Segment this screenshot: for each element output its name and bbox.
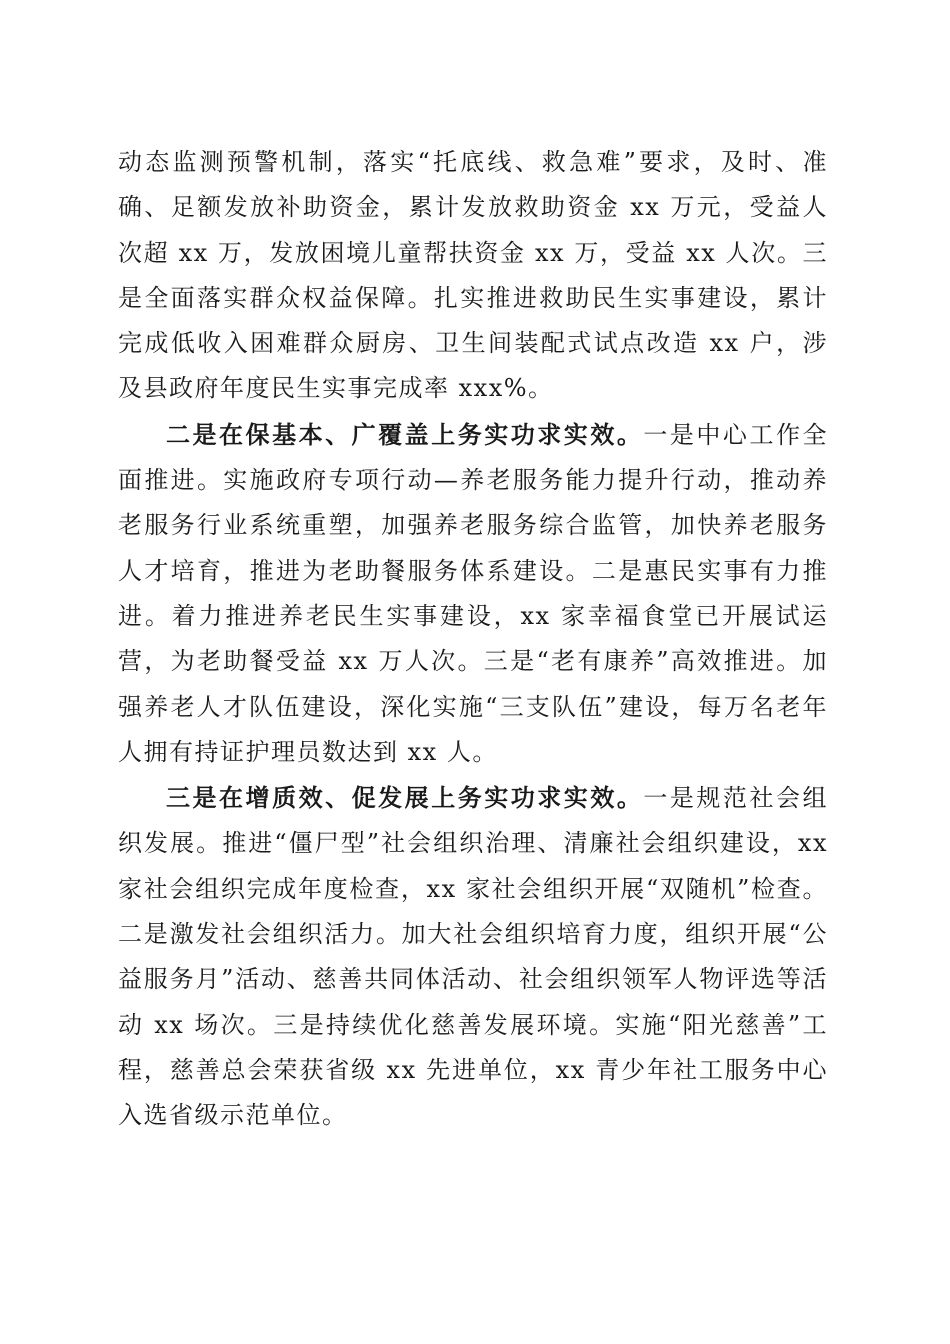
paragraph-section-3 [118, 775, 828, 1138]
paragraph-body: 一是中心工作全面推进。实施政府专项行动—养老服务能力提升行动，推动养老服务行业系统重塑，加强养老服务综合监管，加快养老服务人才培育，推进为老助餐服务体系建设。二是惠民实事有力推进。着力推进养老民生实事建设，xx 家幸福食堂已开展试运营，为老助餐受益 xx 万人次。三是“老有康养”高效推进。加强养老人才队伍建设，深化实施“三支队伍”建设，每万名老年人拥有持证护理员数达到 xx 人。 [118, 420, 828, 766]
document-body [118, 140, 828, 1139]
paragraph-lead-heading: 三是在增质效、促发展上务实功求实效。 [166, 783, 644, 813]
paragraph-lead-heading: 二是在保基本、广覆盖上务实功求实效。 [166, 419, 644, 449]
paragraph-body: 动态监测预警机制，落实“托底线、救急难”要求，及时、准确、足额发放补助资金，累计发放救助资金 xx 万元，受益人次超 xx 万，发放困境儿童帮扶资金 xx 万，受益 xx 人次。三是全面落实群众权益保障。扎实推进救助民生实事建设，累计完成低收入困难群众厨房、卫生间装配式试点改造 xx 户，涉及县政府年度民生实事完成率 xxx%。 [118, 148, 828, 403]
paragraph-continuation [118, 140, 828, 412]
paragraph-section-2 [118, 412, 828, 775]
paragraph-body: 一是规范社会组织发展。推进“僵尸型”社会组织治理、清廉社会组织建设，xx 家社会组织完成年度检查，xx 家社会组织开展“双随机”检查。二是激发社会组织活力。加大社会组织培育力度，组织开展“公益服务月”活动、慈善共同体活动、社会组织领军人物评选等活动 xx 场次。三是持续优化慈善发展环境。实施“阳光慈善”工程，慈善总会荣获省级 xx 先进单位，xx 青少年社工服务中心入选省级示范单位。 [118, 784, 828, 1130]
